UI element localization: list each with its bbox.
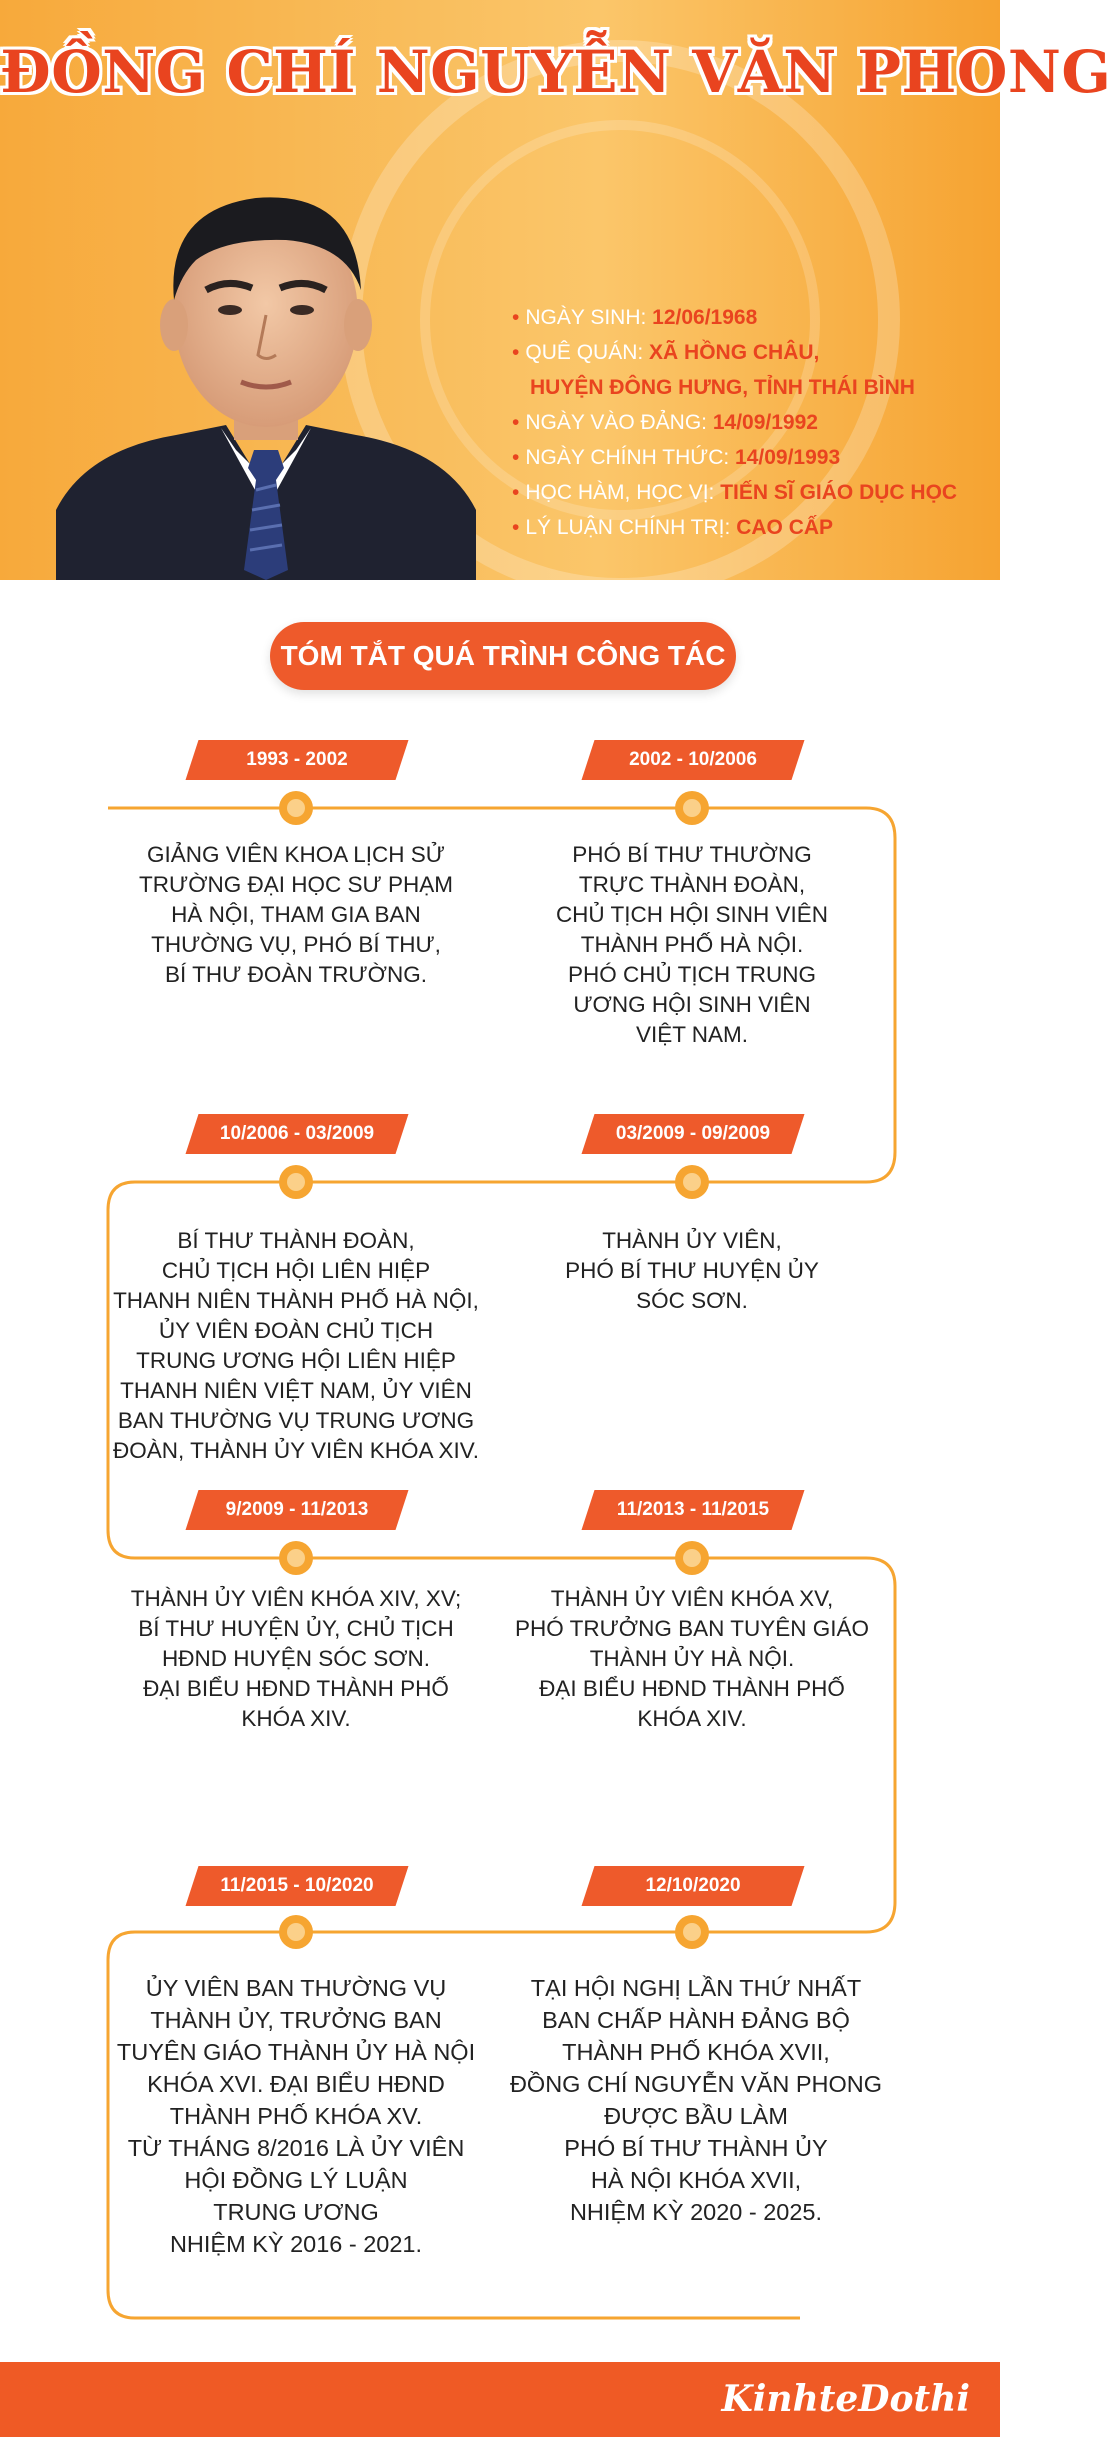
timeline-dot: [675, 1915, 709, 1949]
footer-bar: [0, 2362, 1000, 2437]
page-title: ĐỒNG CHÍ NGUYỄN VĂN PHONG: [0, 38, 1111, 106]
timeline-description: BÍ THƯ THÀNH ĐOÀN, CHỦ TỊCH HỘI LIÊN HIỆP THANH NIÊN THÀNH PHỐ HÀ NỘI, ỦY VIÊN ĐOÀN CHỦ TỊCH TRUNG ƯƠNG HỘI LIÊN HIỆP THANH NIÊN VIỆT NAM, ỦY VIÊN BAN THƯỜNG VỤ TRUNG ƯƠNG ĐOÀN, THÀNH ỦY VIÊN KHÓA XIV.: [113, 1228, 479, 1463]
period-label: 11/2015 - 10/2020: [192, 1866, 402, 1906]
timeline-description: TẠI HỘI NGHỊ LẦN THỨ NHẤT BAN CHẤP HÀNH ĐẢNG BỘ THÀNH PHỐ KHÓA XVII, ĐỒNG CHÍ NGUYỄN VĂN PHONG ĐƯỢC BẦU LÀM PHÓ BÍ THƯ THÀNH ỦY HÀ NỘI KHÓA XVII, NHIỆM KỲ 2020 - 2025.: [509, 1975, 883, 2225]
timeline-description: PHÓ BÍ THƯ THƯỜNG TRỰC THÀNH ĐOÀN, CHỦ TỊCH HỘI SINH VIÊN THÀNH PHỐ HÀ NỘI. PHÓ CHỦ TỊCH TRUNG ƯƠNG HỘI SINH VIÊN VIỆT NAM.: [555, 842, 829, 1047]
period-label: 03/2009 - 09/2009: [588, 1114, 798, 1154]
profile-row-birth: • NGÀY SINH: 12/06/1968: [512, 306, 758, 329]
timeline-description: THÀNH ỦY VIÊN KHÓA XIV, XV; BÍ THƯ HUYỆN ỦY, CHỦ TỊCH HĐND HUYỆN SÓC SƠN. ĐẠI BIỂU HĐND THÀNH PHỐ KHÓA XIV.: [130, 1586, 462, 1731]
timeline-dot: [279, 1541, 313, 1575]
profile-row-hometown-cont: HUYỆN ĐÔNG HƯNG, TỈNH THÁI BÌNH: [530, 376, 915, 399]
timeline-dot: [279, 1165, 313, 1199]
profile-row-party-join: • NGÀY VÀO ĐẢNG: 14/09/1992: [512, 411, 818, 434]
timeline-dot: [279, 1915, 313, 1949]
period-label: 9/2009 - 11/2013: [192, 1490, 402, 1530]
timeline-description: ỦY VIÊN BAN THƯỜNG VỤ THÀNH ỦY, TRƯỞNG BAN TUYÊN GIÁO THÀNH ỦY HÀ NỘI KHÓA XVI. ĐẠI BIỂU HĐND THÀNH PHỐ KHÓA XV. TỪ THÁNG 8/2016 LÀ ỦY VIÊN HỘI ĐỒNG LÝ LUẬN TRUNG ƯƠNG NHIỆM KỲ 2016 - 2021.: [116, 1975, 476, 2257]
period-label: 10/2006 - 03/2009: [192, 1114, 402, 1154]
profile-row-degree: • HỌC HÀM, HỌC VỊ: TIẾN SĨ GIÁO DỤC HỌC: [512, 481, 958, 504]
section-title: TÓM TẮT QUÁ TRÌNH CÔNG TÁC: [270, 622, 736, 690]
period-label: 2002 - 10/2006: [588, 740, 798, 780]
timeline-description: THÀNH ỦY VIÊN KHÓA XV, PHÓ TRƯỞNG BAN TUYÊN GIÁO THÀNH ỦY HÀ NỘI. ĐẠI BIỂU HĐND THÀNH PHỐ KHÓA XIV.: [515, 1586, 869, 1731]
timeline-dot: [675, 1165, 709, 1199]
brand-logo[interactable]: KinhteDothi: [721, 2378, 970, 2420]
timeline-dot: [675, 791, 709, 825]
profile-row-official: • NGÀY CHÍNH THỨC: 14/09/1993: [512, 446, 841, 469]
period-label: 11/2013 - 11/2015: [588, 1490, 798, 1530]
timeline-dot: [675, 1541, 709, 1575]
timeline-dot: [279, 791, 313, 825]
profile-row-hometown: • QUÊ QUÁN: XÃ HỒNG CHÂU,: [512, 341, 820, 364]
timeline-description: GIẢNG VIÊN KHOA LỊCH SỬ TRƯỜNG ĐẠI HỌC SƯ PHẠM HÀ NỘI, THAM GIA BAN THƯỜNG VỤ, PHÓ BÍ THƯ, BÍ THƯ ĐOÀN TRƯỜNG.: [139, 842, 453, 987]
timeline-description: THÀNH ỦY VIÊN, PHÓ BÍ THƯ HUYỆN ỦY SÓC SƠN.: [565, 1228, 819, 1313]
period-label: 1993 - 2002: [192, 740, 402, 780]
profile-row-political-theory: • LÝ LUẬN CHÍNH TRỊ: CAO CẤP: [512, 516, 834, 539]
period-label: 12/10/2020: [588, 1866, 798, 1906]
